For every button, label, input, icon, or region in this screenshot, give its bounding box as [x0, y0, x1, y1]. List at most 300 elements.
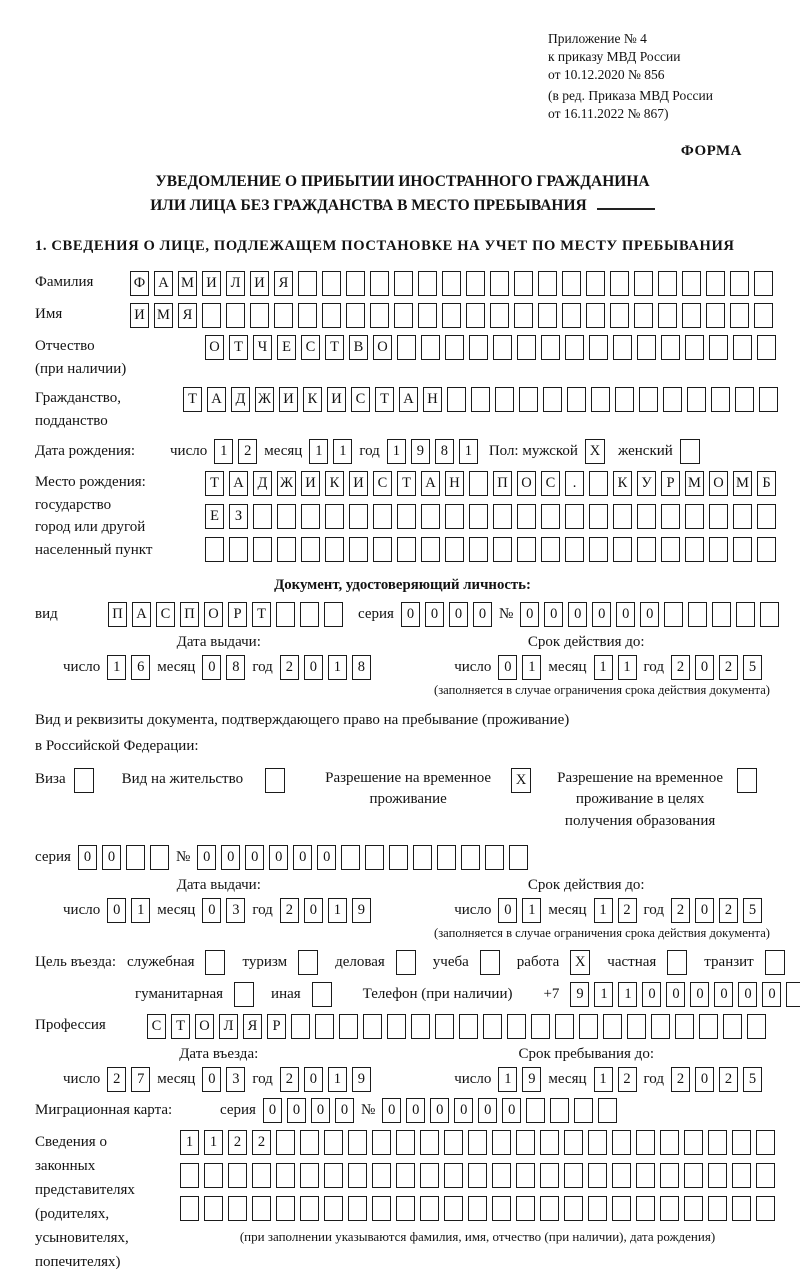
form-cell[interactable] [564, 1130, 583, 1155]
form-cell[interactable]: 1 [131, 898, 150, 923]
stay-day-input[interactable] [498, 1067, 541, 1092]
form-cell[interactable] [420, 1163, 439, 1188]
form-cell[interactable]: Д [231, 387, 250, 412]
representatives-input-row[interactable] [180, 1130, 775, 1155]
form-cell[interactable]: 0 [640, 602, 659, 627]
form-cell[interactable] [276, 1163, 295, 1188]
form-cell[interactable] [688, 602, 707, 627]
form-cell[interactable]: С [373, 471, 392, 496]
form-cell[interactable] [349, 504, 368, 529]
form-cell[interactable] [531, 1014, 550, 1039]
form-cell[interactable]: 1 [618, 655, 637, 680]
purpose-transit-checkbox[interactable] [765, 950, 785, 975]
permit-valid-year-input[interactable] [671, 898, 762, 923]
form-cell[interactable] [421, 335, 440, 360]
form-cell[interactable] [445, 537, 464, 562]
form-cell[interactable] [651, 1014, 670, 1039]
form-cell[interactable] [685, 537, 704, 562]
form-cell[interactable] [298, 271, 317, 296]
form-cell[interactable]: 0 [449, 602, 468, 627]
form-cell[interactable]: 0 [221, 845, 240, 870]
form-cell[interactable] [564, 1196, 583, 1221]
form-cell[interactable] [589, 537, 608, 562]
form-cell[interactable] [253, 504, 272, 529]
form-cell[interactable] [418, 303, 437, 328]
form-cell[interactable] [754, 303, 773, 328]
form-cell[interactable] [276, 602, 295, 627]
patronymic-input[interactable] [205, 335, 776, 360]
form-cell[interactable] [541, 504, 560, 529]
form-cell[interactable]: 0 [304, 655, 323, 680]
form-cell[interactable] [372, 1163, 391, 1188]
form-cell[interactable] [461, 845, 480, 870]
form-cell[interactable] [396, 1130, 415, 1155]
birth-day-input[interactable] [214, 439, 257, 464]
form-cell[interactable]: 0 [430, 1098, 449, 1123]
form-cell[interactable] [490, 303, 509, 328]
form-cell[interactable]: 1 [180, 1130, 199, 1155]
form-cell[interactable]: П [493, 471, 512, 496]
form-cell[interactable]: 0 [304, 1067, 323, 1092]
form-cell[interactable]: 0 [738, 982, 757, 1007]
id-issue-year-input[interactable] [280, 655, 371, 680]
form-cell[interactable] [589, 504, 608, 529]
id-doc-series-input[interactable] [401, 602, 492, 627]
form-cell[interactable]: 0 [202, 655, 221, 680]
form-cell[interactable] [591, 387, 610, 412]
form-cell[interactable] [526, 1098, 545, 1123]
form-cell[interactable] [413, 845, 432, 870]
form-cell[interactable]: 9 [411, 439, 430, 464]
form-cell[interactable]: И [279, 387, 298, 412]
form-cell[interactable] [444, 1163, 463, 1188]
form-cell[interactable] [699, 1014, 718, 1039]
form-cell[interactable] [708, 1130, 727, 1155]
form-cell[interactable] [276, 1196, 295, 1221]
sex-male-checkbox[interactable]: X [585, 439, 605, 464]
form-cell[interactable]: К [613, 471, 632, 496]
sex-female-checkbox[interactable] [680, 439, 700, 464]
form-cell[interactable]: 0 [202, 1067, 221, 1092]
form-cell[interactable] [613, 335, 632, 360]
form-cell[interactable]: 0 [401, 602, 420, 627]
form-cell[interactable] [682, 271, 701, 296]
form-cell[interactable]: М [178, 271, 197, 296]
form-cell[interactable] [730, 271, 749, 296]
birthplace-input-row[interactable] [205, 471, 776, 496]
form-cell[interactable] [760, 602, 779, 627]
form-cell[interactable]: И [202, 271, 221, 296]
form-cell[interactable]: И [327, 387, 346, 412]
form-cell[interactable] [493, 504, 512, 529]
form-cell[interactable]: К [325, 471, 344, 496]
form-cell[interactable]: 0 [335, 1098, 354, 1123]
form-cell[interactable]: Н [445, 471, 464, 496]
form-cell[interactable] [394, 303, 413, 328]
form-cell[interactable] [370, 271, 389, 296]
form-cell[interactable]: 2 [618, 1067, 637, 1092]
form-cell[interactable] [555, 1014, 574, 1039]
form-cell[interactable] [540, 1196, 559, 1221]
form-cell[interactable] [565, 537, 584, 562]
form-cell[interactable] [397, 504, 416, 529]
form-cell[interactable]: 1 [618, 982, 637, 1007]
form-cell[interactable] [615, 387, 634, 412]
given-name-input[interactable] [130, 303, 773, 328]
form-cell[interactable]: С [351, 387, 370, 412]
form-cell[interactable] [735, 387, 754, 412]
form-cell[interactable] [786, 982, 800, 1007]
form-cell[interactable] [685, 504, 704, 529]
form-cell[interactable] [469, 537, 488, 562]
form-cell[interactable]: 0 [311, 1098, 330, 1123]
form-cell[interactable] [370, 303, 389, 328]
form-cell[interactable] [466, 271, 485, 296]
form-cell[interactable]: 0 [762, 982, 781, 1007]
form-cell[interactable]: 2 [228, 1130, 247, 1155]
form-cell[interactable] [612, 1130, 631, 1155]
form-cell[interactable]: Т [325, 335, 344, 360]
form-cell[interactable] [444, 1196, 463, 1221]
form-cell[interactable] [180, 1196, 199, 1221]
form-cell[interactable] [397, 335, 416, 360]
form-cell[interactable]: 1 [328, 898, 347, 923]
form-cell[interactable]: 0 [544, 602, 563, 627]
form-cell[interactable]: Д [253, 471, 272, 496]
form-cell[interactable] [277, 537, 296, 562]
form-cell[interactable] [180, 1163, 199, 1188]
form-cell[interactable] [394, 271, 413, 296]
form-cell[interactable]: 0 [78, 845, 97, 870]
form-cell[interactable]: С [301, 335, 320, 360]
form-cell[interactable]: 2 [280, 655, 299, 680]
form-cell[interactable] [300, 1196, 319, 1221]
form-cell[interactable] [274, 303, 293, 328]
visa-checkbox[interactable] [74, 768, 94, 793]
form-cell[interactable] [373, 504, 392, 529]
form-cell[interactable]: 2 [719, 655, 738, 680]
form-cell[interactable] [516, 1196, 535, 1221]
form-cell[interactable] [322, 271, 341, 296]
form-cell[interactable] [685, 335, 704, 360]
form-cell[interactable] [759, 387, 778, 412]
form-cell[interactable] [757, 504, 776, 529]
form-cell[interactable] [567, 387, 586, 412]
form-cell[interactable]: 1 [594, 1067, 613, 1092]
migration-series-input[interactable] [263, 1098, 354, 1123]
form-cell[interactable]: 1 [328, 655, 347, 680]
form-cell[interactable] [586, 271, 605, 296]
form-cell[interactable] [598, 1098, 617, 1123]
id-doc-number-input[interactable] [520, 602, 779, 627]
form-cell[interactable] [730, 303, 749, 328]
form-cell[interactable]: Ж [255, 387, 274, 412]
form-cell[interactable]: О [709, 471, 728, 496]
form-cell[interactable]: И [301, 471, 320, 496]
form-cell[interactable]: 0 [695, 655, 714, 680]
form-cell[interactable]: 1 [333, 439, 352, 464]
form-cell[interactable] [712, 602, 731, 627]
form-cell[interactable]: Р [661, 471, 680, 496]
form-cell[interactable]: С [156, 602, 175, 627]
form-cell[interactable] [514, 271, 533, 296]
form-cell[interactable]: Ж [277, 471, 296, 496]
form-cell[interactable] [562, 303, 581, 328]
form-cell[interactable] [757, 537, 776, 562]
form-cell[interactable] [339, 1014, 358, 1039]
form-cell[interactable] [565, 335, 584, 360]
form-cell[interactable]: П [180, 602, 199, 627]
form-cell[interactable]: И [250, 271, 269, 296]
permit-number-input[interactable] [197, 845, 528, 870]
permit-valid-day-input[interactable] [498, 898, 541, 923]
form-cell[interactable]: О [517, 471, 536, 496]
entry-month-input[interactable] [202, 1067, 245, 1092]
form-cell[interactable] [732, 1130, 751, 1155]
form-cell[interactable] [372, 1196, 391, 1221]
form-cell[interactable] [706, 271, 725, 296]
form-cell[interactable] [733, 504, 752, 529]
form-cell[interactable] [363, 1014, 382, 1039]
form-cell[interactable] [574, 1098, 593, 1123]
form-cell[interactable]: К [303, 387, 322, 412]
form-cell[interactable] [471, 387, 490, 412]
form-cell[interactable]: Т [375, 387, 394, 412]
birthplace-input-row[interactable] [205, 504, 776, 529]
form-cell[interactable] [226, 303, 245, 328]
form-cell[interactable]: 2 [280, 1067, 299, 1092]
migration-number-input[interactable] [382, 1098, 617, 1123]
form-cell[interactable] [507, 1014, 526, 1039]
form-cell[interactable]: 0 [695, 898, 714, 923]
permit-series-input[interactable] [78, 845, 169, 870]
form-cell[interactable]: А [207, 387, 226, 412]
form-cell[interactable]: 0 [304, 898, 323, 923]
form-cell[interactable] [468, 1130, 487, 1155]
form-cell[interactable]: 0 [473, 602, 492, 627]
form-cell[interactable] [586, 303, 605, 328]
form-cell[interactable]: 0 [293, 845, 312, 870]
form-cell[interactable] [541, 537, 560, 562]
form-cell[interactable] [420, 1130, 439, 1155]
permit-issue-day-input[interactable] [107, 898, 150, 923]
form-cell[interactable]: 0 [245, 845, 264, 870]
form-cell[interactable]: Т [183, 387, 202, 412]
purpose-official-checkbox[interactable] [205, 950, 225, 975]
birth-month-input[interactable] [309, 439, 352, 464]
form-cell[interactable]: 8 [435, 439, 454, 464]
form-cell[interactable] [442, 271, 461, 296]
form-cell[interactable] [660, 1196, 679, 1221]
form-cell[interactable]: 0 [406, 1098, 425, 1123]
form-cell[interactable] [468, 1196, 487, 1221]
form-cell[interactable] [519, 387, 538, 412]
form-cell[interactable]: 0 [202, 898, 221, 923]
form-cell[interactable] [349, 537, 368, 562]
form-cell[interactable] [469, 335, 488, 360]
form-cell[interactable]: 0 [287, 1098, 306, 1123]
form-cell[interactable]: О [204, 602, 223, 627]
form-cell[interactable]: Т [171, 1014, 190, 1039]
form-cell[interactable]: 1 [498, 1067, 517, 1092]
form-cell[interactable] [756, 1196, 775, 1221]
form-cell[interactable] [300, 602, 319, 627]
id-issue-day-input[interactable] [107, 655, 150, 680]
form-cell[interactable]: Я [243, 1014, 262, 1039]
purpose-business-checkbox[interactable] [396, 950, 416, 975]
form-cell[interactable] [709, 537, 728, 562]
form-cell[interactable]: 0 [317, 845, 336, 870]
form-cell[interactable]: 0 [382, 1098, 401, 1123]
form-cell[interactable]: 0 [269, 845, 288, 870]
form-cell[interactable]: А [132, 602, 151, 627]
form-cell[interactable] [514, 303, 533, 328]
form-cell[interactable] [301, 537, 320, 562]
form-cell[interactable] [447, 387, 466, 412]
purpose-study-checkbox[interactable] [480, 950, 500, 975]
form-cell[interactable] [126, 845, 145, 870]
form-cell[interactable] [658, 271, 677, 296]
form-cell[interactable] [348, 1130, 367, 1155]
form-cell[interactable]: 0 [568, 602, 587, 627]
form-cell[interactable] [682, 303, 701, 328]
form-cell[interactable] [543, 387, 562, 412]
form-cell[interactable]: 0 [263, 1098, 282, 1123]
form-cell[interactable] [466, 303, 485, 328]
temp-permit-checkbox[interactable]: X [511, 768, 531, 793]
form-cell[interactable] [540, 1130, 559, 1155]
form-cell[interactable] [708, 1163, 727, 1188]
form-cell[interactable] [469, 504, 488, 529]
form-cell[interactable] [315, 1014, 334, 1039]
form-cell[interactable] [709, 504, 728, 529]
form-cell[interactable] [469, 471, 488, 496]
form-cell[interactable] [732, 1163, 751, 1188]
form-cell[interactable] [252, 1196, 271, 1221]
form-cell[interactable]: 1 [522, 898, 541, 923]
form-cell[interactable] [723, 1014, 742, 1039]
form-cell[interactable]: 1 [594, 898, 613, 923]
form-cell[interactable]: 5 [743, 655, 762, 680]
form-cell[interactable] [565, 504, 584, 529]
form-cell[interactable] [468, 1163, 487, 1188]
form-cell[interactable] [658, 303, 677, 328]
representatives-input-row[interactable] [180, 1196, 775, 1221]
form-cell[interactable]: 5 [743, 898, 762, 923]
form-cell[interactable]: 2 [671, 655, 690, 680]
form-cell[interactable]: М [154, 303, 173, 328]
form-cell[interactable]: Е [205, 504, 224, 529]
form-cell[interactable] [637, 504, 656, 529]
form-cell[interactable] [250, 303, 269, 328]
form-cell[interactable] [661, 537, 680, 562]
form-cell[interactable] [747, 1014, 766, 1039]
form-cell[interactable] [733, 335, 752, 360]
form-cell[interactable]: 2 [252, 1130, 271, 1155]
form-cell[interactable]: 2 [671, 898, 690, 923]
form-cell[interactable] [324, 1196, 343, 1221]
form-cell[interactable] [459, 1014, 478, 1039]
form-cell[interactable]: А [154, 271, 173, 296]
form-cell[interactable] [420, 1196, 439, 1221]
birthplace-input-row[interactable] [205, 537, 776, 562]
form-cell[interactable] [421, 504, 440, 529]
form-cell[interactable] [325, 537, 344, 562]
form-cell[interactable] [660, 1163, 679, 1188]
form-cell[interactable] [421, 537, 440, 562]
form-cell[interactable] [291, 1014, 310, 1039]
form-cell[interactable] [485, 845, 504, 870]
form-cell[interactable]: 0 [520, 602, 539, 627]
permit-valid-month-input[interactable] [594, 898, 637, 923]
form-cell[interactable] [589, 471, 608, 496]
form-cell[interactable] [736, 602, 755, 627]
form-cell[interactable] [517, 504, 536, 529]
form-cell[interactable] [365, 845, 384, 870]
form-cell[interactable] [588, 1163, 607, 1188]
form-cell[interactable] [517, 537, 536, 562]
form-cell[interactable] [437, 845, 456, 870]
form-cell[interactable]: 1 [459, 439, 478, 464]
form-cell[interactable] [396, 1163, 415, 1188]
form-cell[interactable]: Р [267, 1014, 286, 1039]
form-cell[interactable] [276, 1130, 295, 1155]
surname-input[interactable] [130, 271, 773, 296]
form-cell[interactable]: 2 [671, 1067, 690, 1092]
form-cell[interactable] [411, 1014, 430, 1039]
form-cell[interactable] [550, 1098, 569, 1123]
form-cell[interactable] [708, 1196, 727, 1221]
form-cell[interactable] [756, 1163, 775, 1188]
form-cell[interactable] [613, 537, 632, 562]
form-cell[interactable] [684, 1163, 703, 1188]
form-cell[interactable]: Т [205, 471, 224, 496]
form-cell[interactable]: 5 [743, 1067, 762, 1092]
form-cell[interactable] [538, 271, 557, 296]
form-cell[interactable] [634, 271, 653, 296]
form-cell[interactable]: 7 [131, 1067, 150, 1092]
form-cell[interactable] [252, 1163, 271, 1188]
purpose-tourism-checkbox[interactable] [298, 950, 318, 975]
form-cell[interactable] [346, 271, 365, 296]
form-cell[interactable] [538, 303, 557, 328]
residence-permit-checkbox[interactable] [265, 768, 285, 793]
form-cell[interactable]: 3 [226, 1067, 245, 1092]
form-cell[interactable] [579, 1014, 598, 1039]
id-issue-month-input[interactable] [202, 655, 245, 680]
form-cell[interactable]: 0 [690, 982, 709, 1007]
form-cell[interactable] [435, 1014, 454, 1039]
form-cell[interactable]: М [685, 471, 704, 496]
form-cell[interactable] [277, 504, 296, 529]
form-cell[interactable] [637, 537, 656, 562]
form-cell[interactable]: 0 [502, 1098, 521, 1123]
form-cell[interactable] [324, 1130, 343, 1155]
form-cell[interactable] [711, 387, 730, 412]
permit-issue-month-input[interactable] [202, 898, 245, 923]
form-cell[interactable]: Л [219, 1014, 238, 1039]
form-cell[interactable]: 0 [616, 602, 635, 627]
form-cell[interactable]: 1 [309, 439, 328, 464]
form-cell[interactable]: Т [229, 335, 248, 360]
form-cell[interactable] [483, 1014, 502, 1039]
form-cell[interactable] [732, 1196, 751, 1221]
form-cell[interactable] [639, 387, 658, 412]
form-cell[interactable]: 2 [719, 1067, 738, 1092]
stay-year-input[interactable] [671, 1067, 762, 1092]
form-cell[interactable]: 1 [522, 655, 541, 680]
form-cell[interactable] [675, 1014, 694, 1039]
